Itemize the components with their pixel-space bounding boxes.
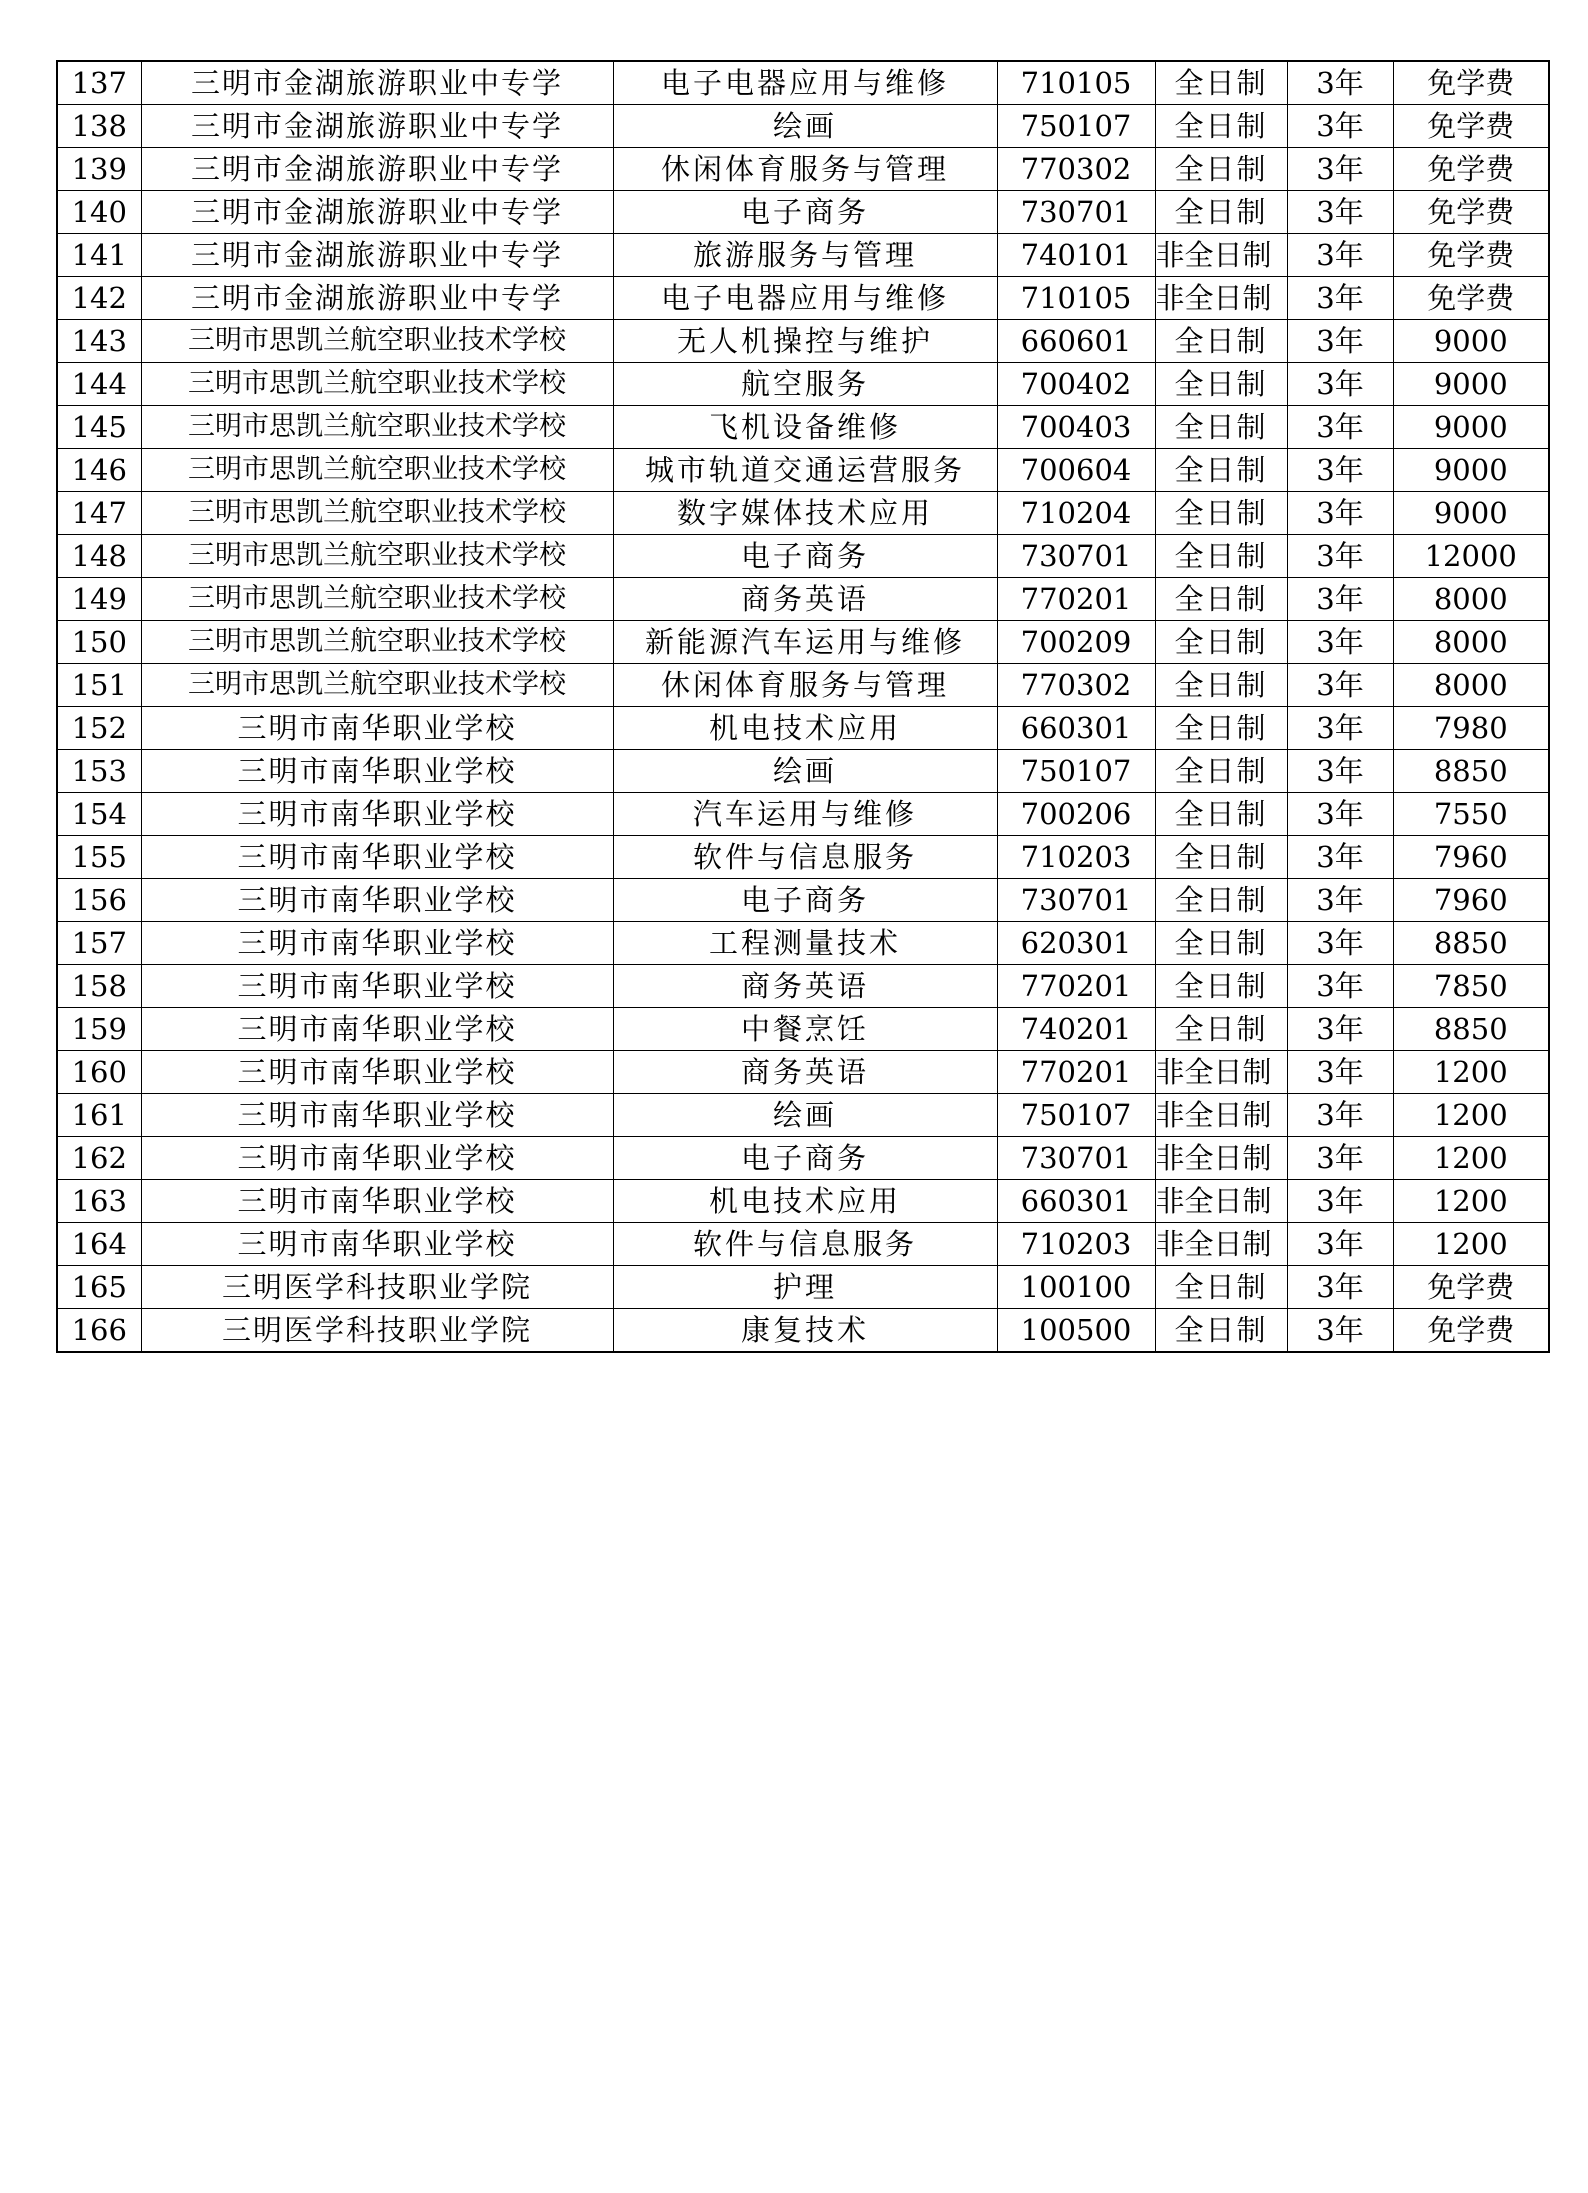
- tuition-fee-cell: 7980: [1393, 707, 1549, 750]
- major-name-cell: 汽车运用与维修: [613, 793, 997, 836]
- tuition-fee-cell: 8850: [1393, 750, 1549, 793]
- school-name-cell: 三明市金湖旅游职业中专学: [141, 277, 613, 320]
- row-number-cell: 155: [57, 836, 141, 879]
- study-mode-cell: 全日制: [1155, 320, 1287, 363]
- school-name-cell: 三明市南华职业学校: [141, 750, 613, 793]
- study-mode-cell: 全日制: [1155, 61, 1287, 105]
- duration-cell: 3年: [1287, 965, 1393, 1008]
- duration-cell: 3年: [1287, 1266, 1393, 1309]
- row-number-cell: 162: [57, 1137, 141, 1180]
- major-name-cell: 绘画: [613, 1094, 997, 1137]
- tuition-fee-cell: 9000: [1393, 406, 1549, 449]
- major-code-cell: 620301: [997, 922, 1155, 965]
- row-number-cell: 145: [57, 406, 141, 449]
- major-name-cell: 机电技术应用: [613, 707, 997, 750]
- major-name-cell: 电子商务: [613, 879, 997, 922]
- major-code-cell: 700209: [997, 621, 1155, 664]
- study-mode-cell: 全日制: [1155, 1266, 1287, 1309]
- row-number-cell: 159: [57, 1008, 141, 1051]
- tuition-fee-cell: 12000: [1393, 535, 1549, 578]
- table-body: [57, 61, 1549, 1352]
- duration-cell: 3年: [1287, 320, 1393, 363]
- school-name-cell: 三明市思凯兰航空职业技术学校: [141, 406, 613, 449]
- table-row: [57, 191, 1549, 234]
- tuition-fee-cell: 9000: [1393, 363, 1549, 406]
- duration-cell: 3年: [1287, 621, 1393, 664]
- school-name-cell: 三明市南华职业学校: [141, 922, 613, 965]
- study-mode-cell: 全日制: [1155, 535, 1287, 578]
- tuition-fee-cell: 1200: [1393, 1180, 1549, 1223]
- duration-cell: 3年: [1287, 1180, 1393, 1223]
- major-name-cell: 绘画: [613, 105, 997, 148]
- duration-cell: 3年: [1287, 406, 1393, 449]
- table-row: [57, 492, 1549, 535]
- duration-cell: 3年: [1287, 664, 1393, 707]
- tuition-fee-cell: 免学费: [1393, 277, 1549, 320]
- major-code-cell: 770302: [997, 148, 1155, 191]
- study-mode-cell: 全日制: [1155, 105, 1287, 148]
- table-row: [57, 406, 1549, 449]
- major-code-cell: 660301: [997, 707, 1155, 750]
- duration-cell: 3年: [1287, 148, 1393, 191]
- duration-cell: 3年: [1287, 277, 1393, 320]
- major-code-cell: 750107: [997, 1094, 1155, 1137]
- table-row: [57, 879, 1549, 922]
- row-number-cell: 165: [57, 1266, 141, 1309]
- major-name-cell: 工程测量技术: [613, 922, 997, 965]
- major-code-cell: 700403: [997, 406, 1155, 449]
- tuition-fee-cell: 免学费: [1393, 191, 1549, 234]
- major-code-cell: 730701: [997, 191, 1155, 234]
- duration-cell: 3年: [1287, 707, 1393, 750]
- school-name-cell: 三明市南华职业学校: [141, 879, 613, 922]
- row-number-cell: 164: [57, 1223, 141, 1266]
- school-name-cell: 三明市金湖旅游职业中专学: [141, 61, 613, 105]
- study-mode-cell: 全日制: [1155, 148, 1287, 191]
- major-code-cell: 710105: [997, 61, 1155, 105]
- major-name-cell: 数字媒体技术应用: [613, 492, 997, 535]
- row-number-cell: 158: [57, 965, 141, 1008]
- study-mode-cell: 全日制: [1155, 621, 1287, 664]
- school-name-cell: 三明市思凯兰航空职业技术学校: [141, 621, 613, 664]
- major-name-cell: 电子商务: [613, 1137, 997, 1180]
- major-code-cell: 730701: [997, 879, 1155, 922]
- duration-cell: 3年: [1287, 879, 1393, 922]
- school-name-cell: 三明市思凯兰航空职业技术学校: [141, 492, 613, 535]
- school-name-cell: 三明市南华职业学校: [141, 1180, 613, 1223]
- duration-cell: 3年: [1287, 449, 1393, 492]
- row-number-cell: 161: [57, 1094, 141, 1137]
- tuition-fee-cell: 免学费: [1393, 105, 1549, 148]
- major-code-cell: 660301: [997, 1180, 1155, 1223]
- table-row: [57, 965, 1549, 1008]
- tuition-fee-cell: 1200: [1393, 1223, 1549, 1266]
- major-code-cell: 700206: [997, 793, 1155, 836]
- major-name-cell: 航空服务: [613, 363, 997, 406]
- school-name-cell: 三明市思凯兰航空职业技术学校: [141, 578, 613, 621]
- table-row: [57, 449, 1549, 492]
- table-row: [57, 1008, 1549, 1051]
- table-row: [57, 148, 1549, 191]
- major-name-cell: 城市轨道交通运营服务: [613, 449, 997, 492]
- study-mode-cell: 非全日制: [1155, 1051, 1287, 1094]
- table-row: [57, 836, 1549, 879]
- school-name-cell: 三明市金湖旅游职业中专学: [141, 105, 613, 148]
- tuition-fee-cell: 8000: [1393, 664, 1549, 707]
- row-number-cell: 163: [57, 1180, 141, 1223]
- study-mode-cell: 全日制: [1155, 406, 1287, 449]
- major-code-cell: 770201: [997, 1051, 1155, 1094]
- major-name-cell: 康复技术: [613, 1309, 997, 1353]
- study-mode-cell: 全日制: [1155, 449, 1287, 492]
- study-mode-cell: 全日制: [1155, 492, 1287, 535]
- table-row: [57, 61, 1549, 105]
- row-number-cell: 166: [57, 1309, 141, 1353]
- tuition-fee-cell: 7960: [1393, 836, 1549, 879]
- school-name-cell: 三明医学科技职业学院: [141, 1266, 613, 1309]
- major-code-cell: 730701: [997, 535, 1155, 578]
- tuition-fee-cell: 9000: [1393, 320, 1549, 363]
- major-name-cell: 电子电器应用与维修: [613, 61, 997, 105]
- tuition-fee-cell: 免学费: [1393, 234, 1549, 277]
- study-mode-cell: 全日制: [1155, 578, 1287, 621]
- duration-cell: 3年: [1287, 1223, 1393, 1266]
- major-name-cell: 电子电器应用与维修: [613, 277, 997, 320]
- school-name-cell: 三明市南华职业学校: [141, 836, 613, 879]
- table-row: [57, 1051, 1549, 1094]
- table-row: [57, 1309, 1549, 1353]
- major-code-cell: 740101: [997, 234, 1155, 277]
- duration-cell: 3年: [1287, 1137, 1393, 1180]
- major-name-cell: 机电技术应用: [613, 1180, 997, 1223]
- duration-cell: 3年: [1287, 836, 1393, 879]
- duration-cell: 3年: [1287, 535, 1393, 578]
- table-row: [57, 1137, 1549, 1180]
- major-code-cell: 100500: [997, 1309, 1155, 1353]
- major-name-cell: 电子商务: [613, 191, 997, 234]
- major-name-cell: 绘画: [613, 750, 997, 793]
- school-name-cell: 三明市思凯兰航空职业技术学校: [141, 535, 613, 578]
- major-code-cell: 770201: [997, 578, 1155, 621]
- study-mode-cell: 全日制: [1155, 1309, 1287, 1353]
- study-mode-cell: 非全日制: [1155, 1137, 1287, 1180]
- major-name-cell: 无人机操控与维护: [613, 320, 997, 363]
- study-mode-cell: 全日制: [1155, 707, 1287, 750]
- study-mode-cell: 全日制: [1155, 965, 1287, 1008]
- tuition-fee-cell: 8850: [1393, 1008, 1549, 1051]
- study-mode-cell: 非全日制: [1155, 277, 1287, 320]
- major-name-cell: 飞机设备维修: [613, 406, 997, 449]
- school-name-cell: 三明市南华职业学校: [141, 965, 613, 1008]
- school-name-cell: 三明市南华职业学校: [141, 1051, 613, 1094]
- school-name-cell: 三明市南华职业学校: [141, 1223, 613, 1266]
- tuition-fee-cell: 免学费: [1393, 148, 1549, 191]
- tuition-table: [56, 60, 1550, 1353]
- tuition-fee-cell: 1200: [1393, 1094, 1549, 1137]
- study-mode-cell: 非全日制: [1155, 234, 1287, 277]
- school-name-cell: 三明市南华职业学校: [141, 793, 613, 836]
- table-row: [57, 578, 1549, 621]
- table-row: [57, 664, 1549, 707]
- major-code-cell: 660601: [997, 320, 1155, 363]
- tuition-fee-cell: 9000: [1393, 492, 1549, 535]
- major-code-cell: 700402: [997, 363, 1155, 406]
- study-mode-cell: 全日制: [1155, 664, 1287, 707]
- row-number-cell: 160: [57, 1051, 141, 1094]
- school-name-cell: 三明市思凯兰航空职业技术学校: [141, 320, 613, 363]
- table-row: [57, 922, 1549, 965]
- row-number-cell: 153: [57, 750, 141, 793]
- major-code-cell: 770302: [997, 664, 1155, 707]
- school-name-cell: 三明市南华职业学校: [141, 1008, 613, 1051]
- major-code-cell: 710203: [997, 836, 1155, 879]
- duration-cell: 3年: [1287, 1051, 1393, 1094]
- table-row: [57, 1223, 1549, 1266]
- major-code-cell: 750107: [997, 105, 1155, 148]
- table-row: [57, 793, 1549, 836]
- major-name-cell: 软件与信息服务: [613, 1223, 997, 1266]
- study-mode-cell: 全日制: [1155, 836, 1287, 879]
- tuition-fee-cell: 免学费: [1393, 1309, 1549, 1353]
- duration-cell: 3年: [1287, 793, 1393, 836]
- major-name-cell: 中餐烹饪: [613, 1008, 997, 1051]
- major-name-cell: 护理: [613, 1266, 997, 1309]
- major-code-cell: 710203: [997, 1223, 1155, 1266]
- duration-cell: 3年: [1287, 191, 1393, 234]
- row-number-cell: 150: [57, 621, 141, 664]
- study-mode-cell: 非全日制: [1155, 1223, 1287, 1266]
- major-code-cell: 700604: [997, 449, 1155, 492]
- tuition-fee-cell: 免学费: [1393, 61, 1549, 105]
- duration-cell: 3年: [1287, 105, 1393, 148]
- duration-cell: 3年: [1287, 578, 1393, 621]
- table-row: [57, 1266, 1549, 1309]
- major-code-cell: 740201: [997, 1008, 1155, 1051]
- table-row: [57, 1094, 1549, 1137]
- duration-cell: 3年: [1287, 1008, 1393, 1051]
- tuition-fee-cell: 7850: [1393, 965, 1549, 1008]
- major-name-cell: 电子商务: [613, 535, 997, 578]
- school-name-cell: 三明医学科技职业学院: [141, 1309, 613, 1353]
- row-number-cell: 142: [57, 277, 141, 320]
- row-number-cell: 144: [57, 363, 141, 406]
- major-name-cell: 商务英语: [613, 965, 997, 1008]
- major-code-cell: 100100: [997, 1266, 1155, 1309]
- study-mode-cell: 全日制: [1155, 191, 1287, 234]
- major-name-cell: 旅游服务与管理: [613, 234, 997, 277]
- study-mode-cell: 全日制: [1155, 879, 1287, 922]
- row-number-cell: 156: [57, 879, 141, 922]
- table-row: [57, 1180, 1549, 1223]
- row-number-cell: 154: [57, 793, 141, 836]
- major-code-cell: 710204: [997, 492, 1155, 535]
- major-code-cell: 730701: [997, 1137, 1155, 1180]
- major-name-cell: 休闲体育服务与管理: [613, 148, 997, 191]
- table-row: [57, 750, 1549, 793]
- row-number-cell: 149: [57, 578, 141, 621]
- major-name-cell: 软件与信息服务: [613, 836, 997, 879]
- tuition-fee-cell: 8000: [1393, 578, 1549, 621]
- tuition-fee-cell: 1200: [1393, 1137, 1549, 1180]
- row-number-cell: 148: [57, 535, 141, 578]
- study-mode-cell: 非全日制: [1155, 1180, 1287, 1223]
- tuition-fee-cell: 9000: [1393, 449, 1549, 492]
- tuition-fee-cell: 8000: [1393, 621, 1549, 664]
- major-name-cell: 休闲体育服务与管理: [613, 664, 997, 707]
- major-name-cell: 商务英语: [613, 1051, 997, 1094]
- tuition-fee-cell: 7550: [1393, 793, 1549, 836]
- table-row: [57, 707, 1549, 750]
- school-name-cell: 三明市思凯兰航空职业技术学校: [141, 449, 613, 492]
- school-name-cell: 三明市金湖旅游职业中专学: [141, 148, 613, 191]
- duration-cell: 3年: [1287, 363, 1393, 406]
- study-mode-cell: 全日制: [1155, 1008, 1287, 1051]
- duration-cell: 3年: [1287, 1094, 1393, 1137]
- row-number-cell: 147: [57, 492, 141, 535]
- school-name-cell: 三明市南华职业学校: [141, 1137, 613, 1180]
- major-name-cell: 新能源汽车运用与维修: [613, 621, 997, 664]
- tuition-fee-cell: 免学费: [1393, 1266, 1549, 1309]
- tuition-fee-cell: 7960: [1393, 879, 1549, 922]
- school-name-cell: 三明市思凯兰航空职业技术学校: [141, 363, 613, 406]
- tuition-fee-cell: 1200: [1393, 1051, 1549, 1094]
- row-number-cell: 140: [57, 191, 141, 234]
- table-row: [57, 363, 1549, 406]
- study-mode-cell: 全日制: [1155, 363, 1287, 406]
- row-number-cell: 137: [57, 61, 141, 105]
- table-row: [57, 234, 1549, 277]
- table-row: [57, 277, 1549, 320]
- study-mode-cell: 全日制: [1155, 793, 1287, 836]
- tuition-fee-cell: 8850: [1393, 922, 1549, 965]
- major-code-cell: 750107: [997, 750, 1155, 793]
- row-number-cell: 151: [57, 664, 141, 707]
- study-mode-cell: 全日制: [1155, 750, 1287, 793]
- school-name-cell: 三明市南华职业学校: [141, 1094, 613, 1137]
- table-row: [57, 320, 1549, 363]
- table-row: [57, 621, 1549, 664]
- school-name-cell: 三明市思凯兰航空职业技术学校: [141, 664, 613, 707]
- row-number-cell: 143: [57, 320, 141, 363]
- duration-cell: 3年: [1287, 234, 1393, 277]
- row-number-cell: 139: [57, 148, 141, 191]
- duration-cell: 3年: [1287, 61, 1393, 105]
- study-mode-cell: 全日制: [1155, 922, 1287, 965]
- row-number-cell: 152: [57, 707, 141, 750]
- school-name-cell: 三明市金湖旅游职业中专学: [141, 191, 613, 234]
- major-name-cell: 商务英语: [613, 578, 997, 621]
- duration-cell: 3年: [1287, 492, 1393, 535]
- major-code-cell: 710105: [997, 277, 1155, 320]
- major-code-cell: 770201: [997, 965, 1155, 1008]
- duration-cell: 3年: [1287, 922, 1393, 965]
- table-row: [57, 105, 1549, 148]
- table-row: [57, 535, 1549, 578]
- row-number-cell: 146: [57, 449, 141, 492]
- duration-cell: 3年: [1287, 750, 1393, 793]
- school-name-cell: 三明市南华职业学校: [141, 707, 613, 750]
- duration-cell: 3年: [1287, 1309, 1393, 1353]
- row-number-cell: 141: [57, 234, 141, 277]
- school-name-cell: 三明市金湖旅游职业中专学: [141, 234, 613, 277]
- study-mode-cell: 非全日制: [1155, 1094, 1287, 1137]
- row-number-cell: 138: [57, 105, 141, 148]
- row-number-cell: 157: [57, 922, 141, 965]
